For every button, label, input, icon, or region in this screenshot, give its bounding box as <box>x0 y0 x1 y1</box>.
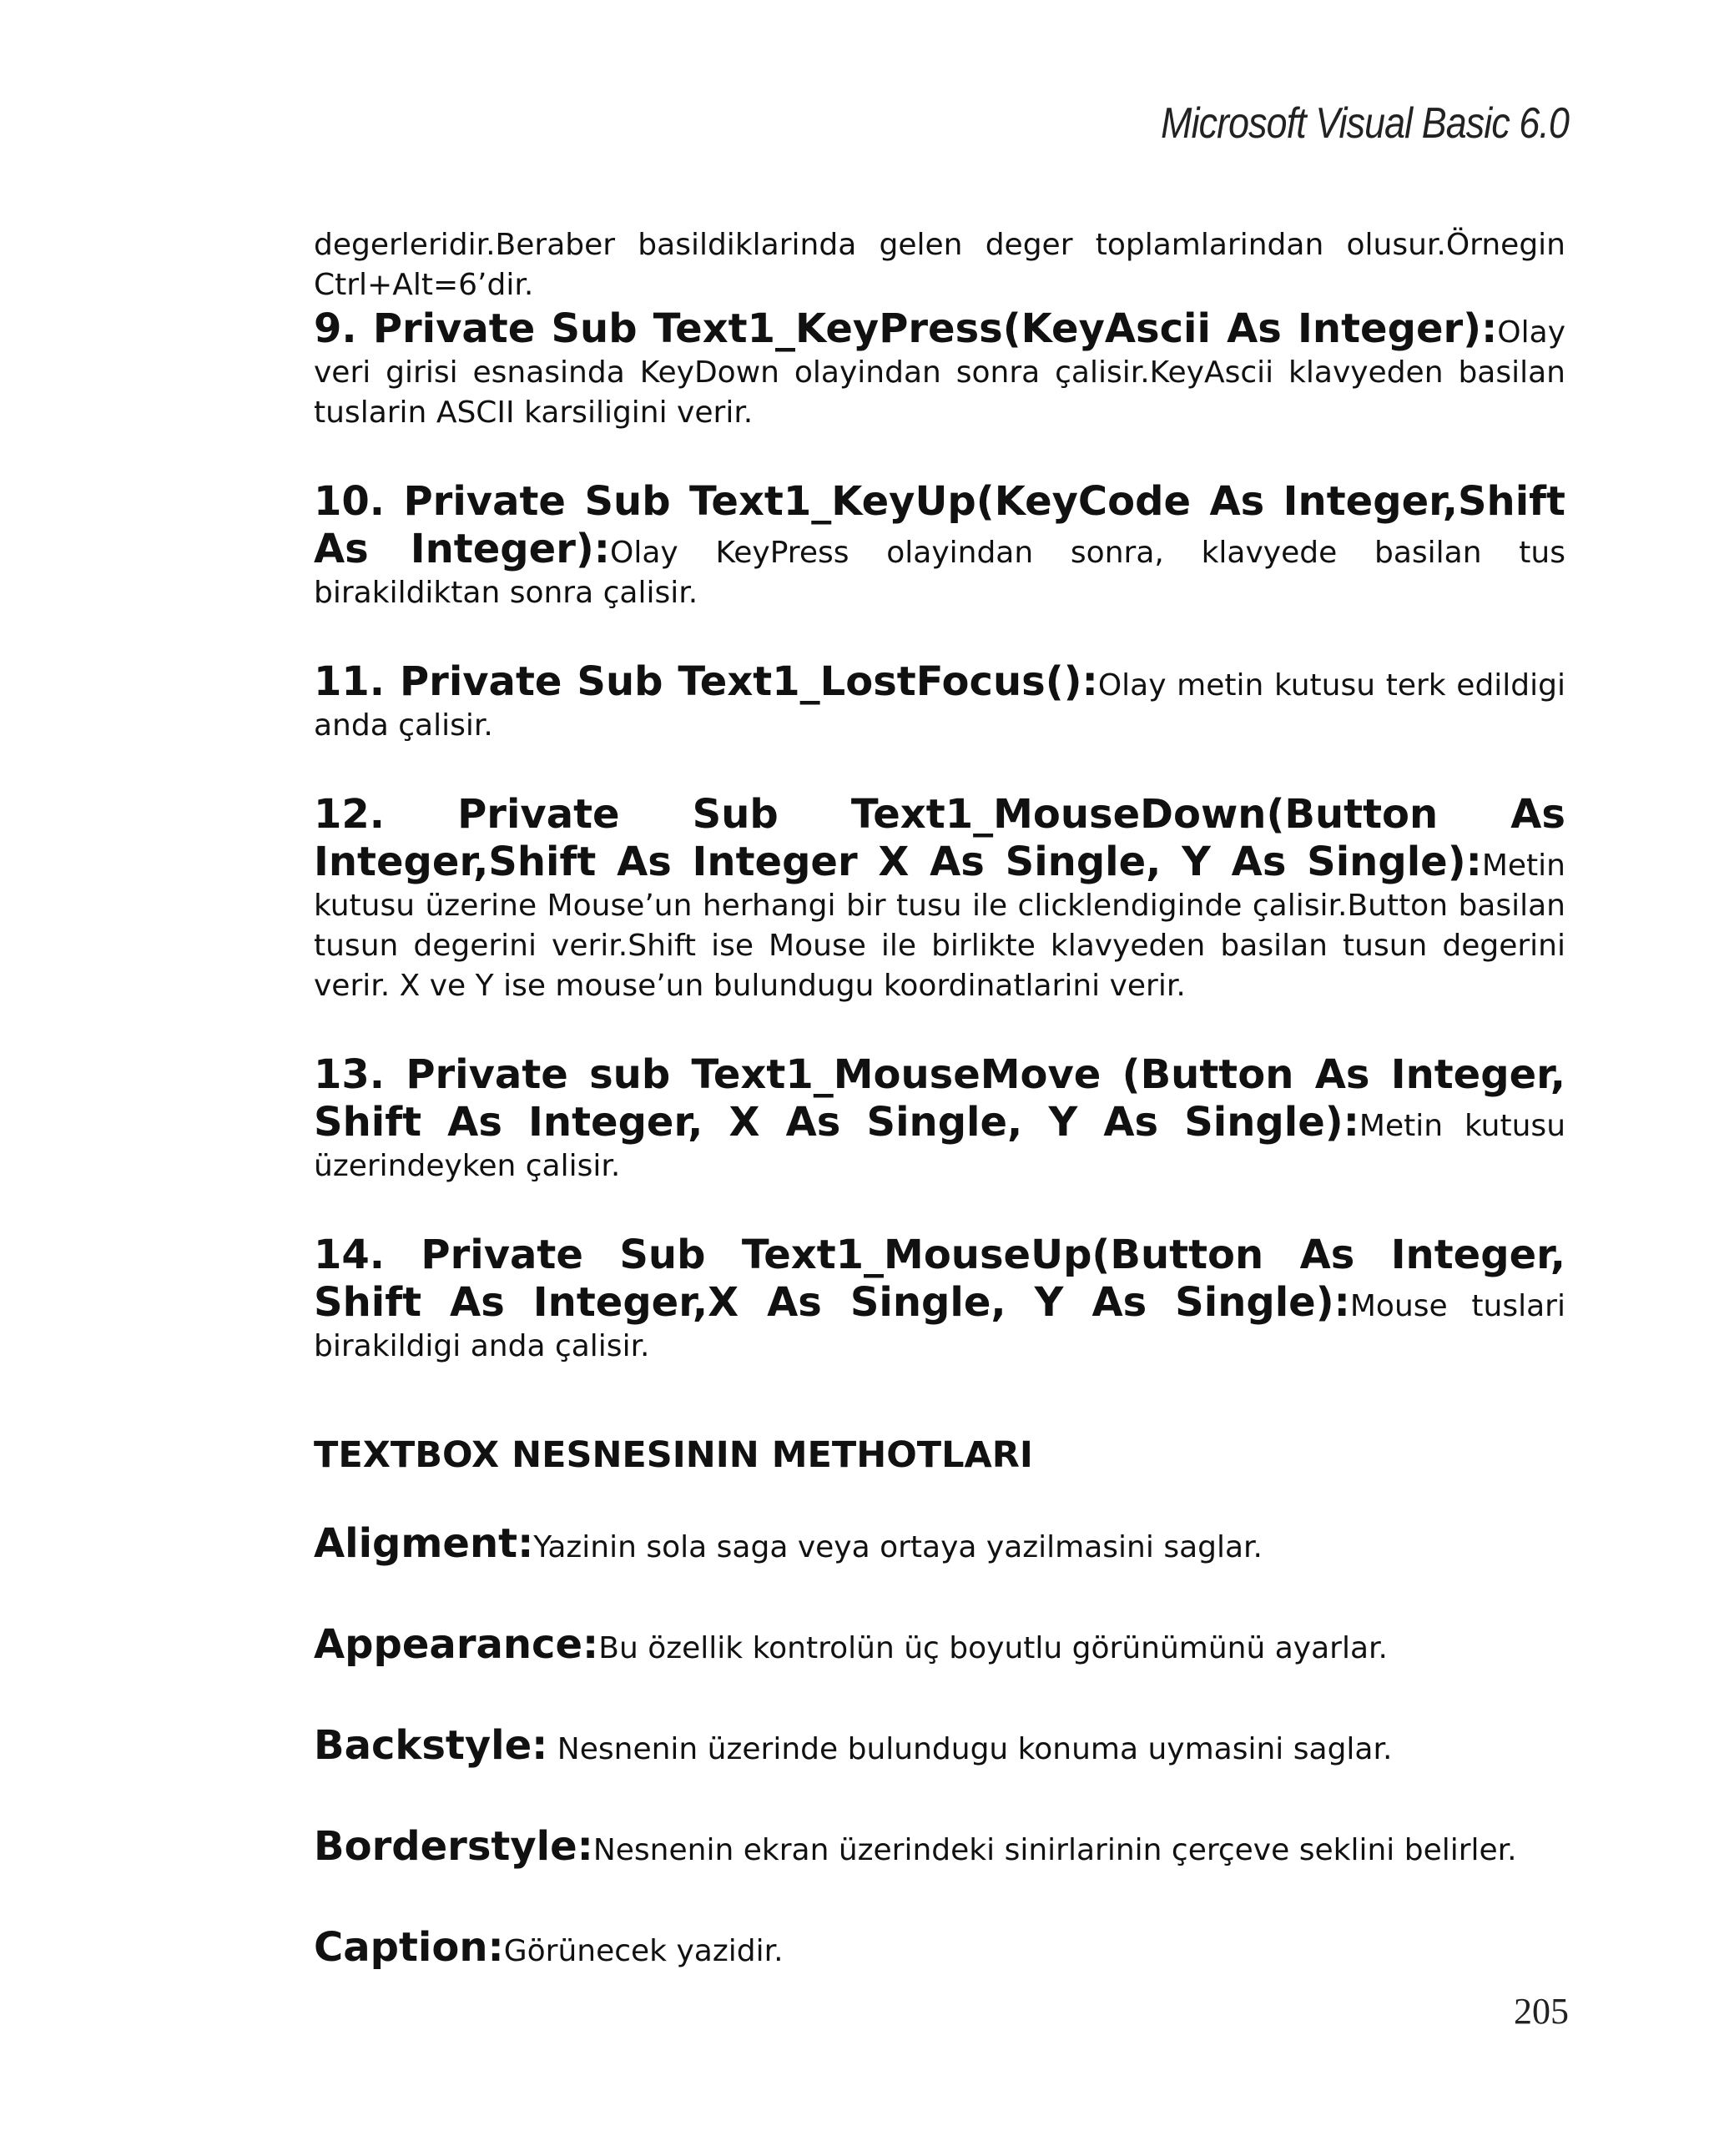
event-text: Olay metin kutusu terk edildigi anda çalisir. <box>314 668 1566 743</box>
event-10 <box>314 478 1565 613</box>
property-text: Bu özellik kontrolün üç boyutlu görünümünü ayarlar. <box>598 1631 1388 1665</box>
page-number: 205 <box>1514 1991 1569 2032</box>
event-14 <box>314 1232 1565 1367</box>
event-heading: 9. Private Sub Text1_KeyPress(KeyAscii As Integer): <box>314 305 1498 352</box>
property-backstyle <box>314 1722 1565 1773</box>
property-name: Caption: <box>314 1924 504 1971</box>
event-text: Olay veri girisi esnasinda KeyDown olayindan sonra çalisir.KeyAscii klavyeden basilan tuslarin ASCII karsiligini verir. <box>314 315 1565 430</box>
event-text: Metin kutusu üzerindeyken çalisir. <box>314 1109 1566 1183</box>
intro-paragraph: degerleridir.Beraber basildiklarinda gelen deger toplamlarindan olusur.Örnegin Ctrl+Alt=6’dir. <box>314 228 1565 302</box>
property-caption <box>314 1924 1565 1975</box>
property-name: Borderstyle: <box>314 1823 593 1870</box>
event-13 <box>314 1051 1565 1186</box>
property-name: Appearance: <box>314 1621 599 1668</box>
property-name: Aligment: <box>314 1520 534 1567</box>
event-12 <box>314 791 1565 1006</box>
property-text: Nesnenin ekran üzerindeki sinirlarinin çerçeve seklini belirler. <box>592 1833 1517 1867</box>
section-title: TEXTBOX NESNESININ METHOTLARI <box>314 1434 1033 1476</box>
event-text: Olay KeyPress olayindan sonra, klavyede basilan tus birakildiktan sonra çalisir. <box>314 536 1565 610</box>
event-heading: 10. Private Sub Text1_KeyUp(KeyCode As Integer,Shift As Integer): <box>314 478 1565 572</box>
property-name: Backstyle: <box>314 1722 548 1769</box>
property-aligment <box>314 1520 1565 1571</box>
property-appearance <box>314 1621 1565 1672</box>
event-9 <box>314 305 1565 433</box>
event-text: Mouse tuslari birakildigi anda çalisir. <box>314 1289 1565 1363</box>
page-content <box>314 225 1565 1975</box>
property-borderstyle <box>314 1823 1565 1874</box>
property-text: Nesnenin üzerinde bulundugu konuma uymasini saglar. <box>547 1732 1393 1766</box>
property-text: Görünecek yazidir. <box>503 1934 784 1968</box>
running-header: Microsoft Visual Basic 6.0 <box>1161 99 1569 148</box>
event-heading: 11. Private Sub Text1_LostFocus(): <box>314 658 1098 705</box>
event-heading: 12. Private Sub Text1_MouseDown(Button As Integer,Shift As Integer X As Single, Y As Single): <box>314 791 1565 885</box>
event-heading: 13. Private sub Text1_MouseMove (Button As Integer, Shift As Integer, X As Single, Y As Single): <box>314 1051 1565 1146</box>
property-text: Yazinin sola saga veya ortaya yazilmasini saglar. <box>533 1530 1263 1564</box>
event-text: Metin kutusu üzerine Mouse’un herhangi bir tusu ile clicklendiginde çalisir.Button basilan tusun degerini verir.Shift ise Mouse ile birlikte klavyeden basilan tusun degerini verir. X ve Y ise mouse’un bulundugu koordinatlarini verir. <box>314 849 1565 1003</box>
event-heading: 14. Private Sub Text1_MouseUp(Button As Integer, Shift As Integer,X As Single, Y As Single): <box>314 1232 1565 1326</box>
event-11 <box>314 658 1565 746</box>
